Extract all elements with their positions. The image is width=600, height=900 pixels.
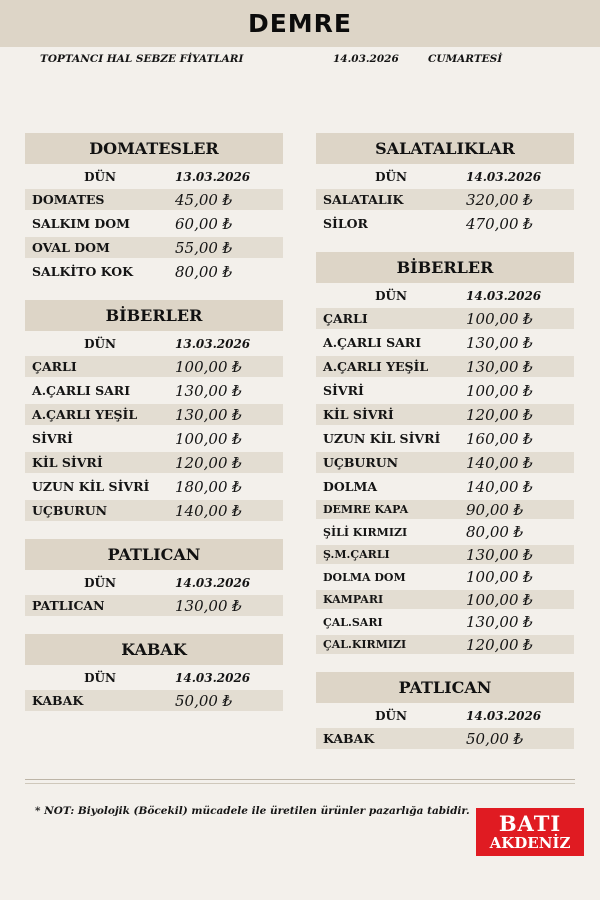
product-name: KİL SİVRİ [323, 407, 394, 422]
date-label: DÜN [84, 575, 116, 590]
price-row [316, 308, 574, 329]
product-name: DEMRE KAPA [323, 503, 409, 516]
header-day: CUMARTESİ [428, 53, 503, 65]
price-row [316, 523, 574, 542]
date-row [316, 703, 574, 728]
section-date: 14.03.2026 [466, 708, 542, 723]
page-title: DEMRE [247, 9, 353, 38]
date-row [25, 665, 283, 690]
product-name: DOLMA [323, 479, 378, 494]
price-row [25, 428, 283, 449]
product-price: 470,00 ₺ [466, 214, 533, 233]
price-row [316, 545, 574, 564]
product-price: 80,00 ₺ [175, 262, 233, 281]
product-name: ÇARLI [32, 359, 77, 374]
date-label: DÜN [375, 708, 407, 723]
price-row [316, 213, 574, 234]
price-section [25, 539, 283, 616]
price-row [316, 380, 574, 401]
date-label: DÜN [375, 288, 407, 303]
product-price: 50,00 ₺ [175, 691, 233, 710]
product-name: KABAK [32, 693, 84, 708]
price-section [25, 634, 283, 711]
section-title: BİBERLER [316, 252, 574, 283]
subtitle: TOPTANCI HAL SEBZE FİYATLARI [40, 53, 244, 65]
price-row [316, 613, 574, 632]
product-price: 100,00 ₺ [466, 381, 533, 400]
product-name: A.ÇARLI YEŞİL [32, 407, 138, 422]
product-price: 320,00 ₺ [466, 190, 533, 209]
price-row [316, 404, 574, 425]
product-price: 130,00 ₺ [175, 381, 242, 400]
product-name: ŞİLİ KIRMIZI [323, 525, 408, 539]
brand-logo [476, 808, 584, 856]
product-name: UZUN KİL SİVRİ [32, 479, 150, 494]
product-price: 100,00 ₺ [466, 590, 533, 609]
price-row [25, 213, 283, 234]
product-price: 100,00 ₺ [175, 429, 242, 448]
product-price: 130,00 ₺ [466, 333, 533, 352]
product-name: UÇBURUN [323, 455, 399, 470]
logo-line-2: AKDENİZ [489, 834, 571, 852]
footer-note: * NOT: Biyolojik (Böcekil) mücadele ile üretilen ürünler pazarlığa tabidir. [35, 805, 470, 817]
title-bar [0, 0, 600, 47]
product-name: UZUN KİL SİVRİ [323, 431, 441, 446]
product-name: DOLMA DOM [323, 570, 406, 584]
price-row [25, 356, 283, 377]
product-name: OVAL DOM [32, 240, 110, 255]
left-column [25, 133, 283, 729]
date-row [25, 164, 283, 189]
product-price: 55,00 ₺ [175, 238, 233, 257]
price-row [316, 635, 574, 654]
product-name: KİL SİVRİ [32, 455, 103, 470]
product-price: 140,00 ₺ [466, 477, 533, 496]
section-title: PATLICAN [316, 672, 574, 703]
price-row [25, 261, 283, 282]
product-price: 130,00 ₺ [175, 596, 242, 615]
product-name: A.ÇARLI YEŞİL [323, 359, 429, 374]
product-price: 130,00 ₺ [175, 405, 242, 424]
section-date: 13.03.2026 [175, 336, 251, 351]
product-name: KAMPARI [323, 593, 384, 606]
product-price: 90,00 ₺ [466, 500, 524, 519]
divider [25, 779, 575, 780]
product-price: 45,00 ₺ [175, 190, 233, 209]
price-row [316, 500, 574, 519]
product-price: 50,00 ₺ [466, 729, 524, 748]
section-title: PATLICAN [25, 539, 283, 570]
date-row [316, 283, 574, 308]
product-name: DOMATES [32, 192, 105, 207]
date-label: DÜN [84, 670, 116, 685]
price-row [316, 452, 574, 473]
price-row [316, 568, 574, 587]
section-date: 14.03.2026 [175, 575, 251, 590]
price-row [25, 452, 283, 473]
price-row [316, 189, 574, 210]
price-row [316, 356, 574, 377]
section-title: DOMATESLER [25, 133, 283, 164]
logo-line-1: BATI [498, 811, 562, 836]
price-row [25, 690, 283, 711]
product-name: A.ÇARLI SARI [323, 335, 422, 350]
date-label: DÜN [375, 169, 407, 184]
price-section [25, 133, 283, 282]
section-date: 14.03.2026 [466, 288, 542, 303]
product-name: SİVRİ [32, 431, 73, 446]
price-section [316, 133, 574, 234]
product-name: SİVRİ [323, 383, 364, 398]
product-name: ÇAL.KIRMIZI [323, 638, 407, 651]
product-price: 120,00 ₺ [466, 405, 533, 424]
product-price: 100,00 ₺ [466, 309, 533, 328]
price-row [316, 590, 574, 609]
section-title: SALATALIKLAR [316, 133, 574, 164]
product-price: 120,00 ₺ [175, 453, 242, 472]
price-row [25, 476, 283, 497]
product-name: SALKIM DOM [32, 216, 130, 231]
section-title: KABAK [25, 634, 283, 665]
product-name: SİLOR [323, 216, 368, 231]
price-row [316, 476, 574, 497]
price-row [25, 404, 283, 425]
section-date: 13.03.2026 [175, 169, 251, 184]
date-label: DÜN [84, 169, 116, 184]
product-name: A.ÇARLI SARI [32, 383, 131, 398]
product-name: ÇARLI [323, 311, 368, 326]
product-name: SALATALIK [323, 192, 404, 207]
header-date: 14.03.2026 [333, 53, 399, 65]
section-date: 14.03.2026 [175, 670, 251, 685]
product-price: 80,00 ₺ [466, 523, 524, 541]
product-price: 60,00 ₺ [175, 214, 233, 233]
price-row [316, 332, 574, 353]
product-price: 120,00 ₺ [466, 635, 533, 654]
date-row [25, 331, 283, 356]
section-title: BİBERLER [25, 300, 283, 331]
divider [25, 783, 575, 784]
price-section [25, 300, 283, 521]
right-column [316, 133, 574, 767]
product-price: 130,00 ₺ [466, 357, 533, 376]
date-row [25, 570, 283, 595]
price-row [25, 595, 283, 616]
price-row [25, 237, 283, 258]
price-row [316, 428, 574, 449]
price-section [316, 672, 574, 749]
product-name: SALKİTO KOK [32, 264, 134, 279]
product-price: 130,00 ₺ [466, 613, 533, 631]
product-price: 180,00 ₺ [175, 477, 242, 496]
product-price: 160,00 ₺ [466, 429, 533, 448]
section-date: 14.03.2026 [466, 169, 542, 184]
product-name: UÇBURUN [32, 503, 108, 518]
product-name: ÇAL.SARI [323, 615, 383, 629]
price-row [25, 380, 283, 401]
price-section [316, 252, 574, 654]
product-name: PATLICAN [32, 598, 105, 613]
product-name: KABAK [323, 731, 375, 746]
product-price: 100,00 ₺ [175, 357, 242, 376]
product-price: 140,00 ₺ [466, 453, 533, 472]
product-price: 100,00 ₺ [466, 568, 533, 586]
product-price: 130,00 ₺ [466, 545, 533, 564]
price-row [316, 728, 574, 749]
price-row [25, 189, 283, 210]
product-price: 140,00 ₺ [175, 501, 242, 520]
subheader [0, 53, 600, 69]
product-name: Ş.M.ÇARLI [323, 548, 390, 561]
price-row [25, 500, 283, 521]
date-row [316, 164, 574, 189]
date-label: DÜN [84, 336, 116, 351]
